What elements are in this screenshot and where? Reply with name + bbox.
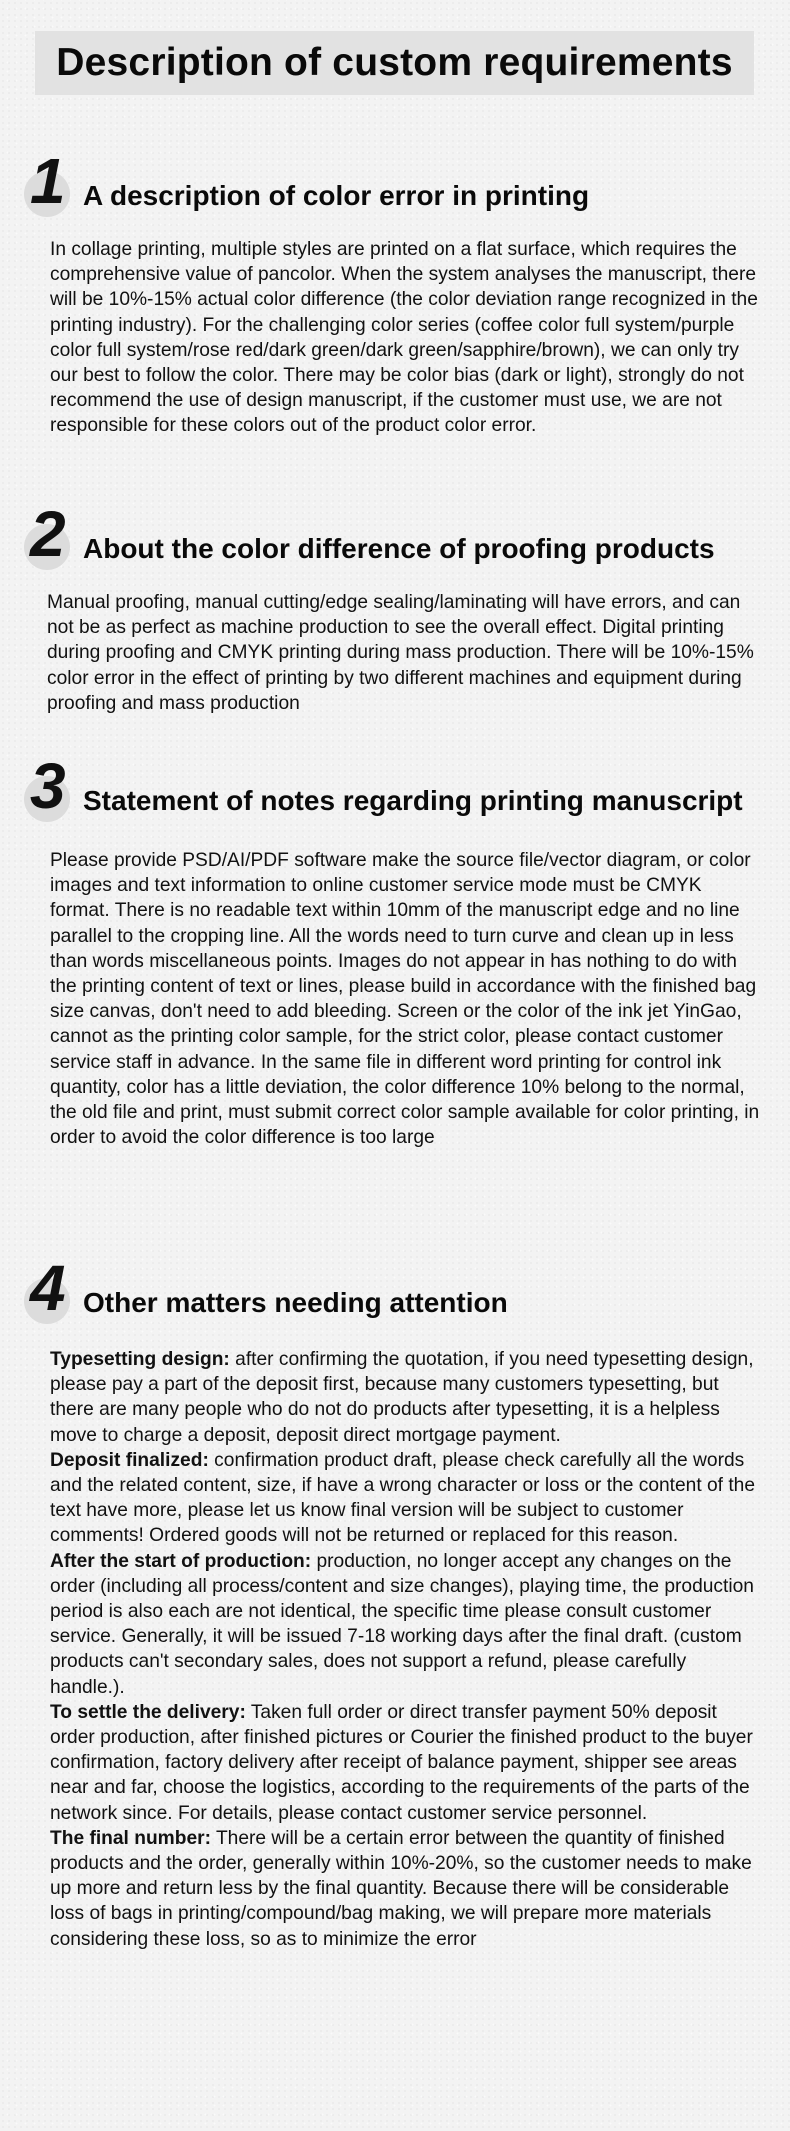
list-item [50, 1448, 760, 1549]
item-text: production, no longer accept any changes on the order (including all process/content and size changes), playing time, the production period is also each are not identical, the specific time please consult customer service. Generally, it will be issued 7-18 working days after the final draft. (custom products can't secondary sales, does not support a refund, please carefully handle.). [50, 1550, 754, 1698]
section-header [0, 750, 790, 830]
section-number-badge [20, 145, 76, 221]
section-heading: About the color difference of proofing products [83, 533, 715, 564]
section-number: 3 [30, 750, 66, 822]
item-text: There will be a certain error between the quantity of finished products and the order, generally within 10%-20%, so the customer needs to make up more and return less by the final quantity. Because there will be considerable loss of bags in printing/compound/bag making, we will prepare more materials considering these loss, so as to minimize the error [50, 1827, 752, 1950]
item-label: Typesetting design: [50, 1349, 230, 1370]
list-item [50, 1826, 760, 1952]
item-text: after confirming the quotation, if you need typesetting design, please pay a part of the deposit first, because many customers typesetting, but there are many people who do not do products after typesetting, it is a helpless move to charge a deposit, deposit direct mortgage payment. [50, 1349, 754, 1446]
section-number: 2 [30, 498, 66, 570]
list-item [50, 1700, 760, 1826]
section-number: 1 [30, 145, 66, 217]
item-text: Taken full order or direct transfer payment 50% deposit order production, after finished pictures or Courier the finished product to the buyer confirmation, factory delivery after receipt of balance payment, shipper see areas near and far, choose the logistics, according to the requirements of the parts of the network since. For details, please contact customer service personnel. [50, 1701, 753, 1824]
section-body: In collage printing, multiple styles are printed on a flat surface, which requires the comprehensive value of pancolor. When the system analyses the manuscript, there will be 10%-15% actual color difference (the color deviation range recognized in the printing industry). For the challenging color series (coffee color full system/purple color full system/rose red/dark green/dark green/sapphire/brown), we can only try our best to follow the color. There may be color bias (dark or light), strongly do not recommend the use of design manuscript, if the customer must use, we are not responsible for these colors out of the product color error. [50, 239, 758, 437]
section-heading: Other matters needing attention [83, 1287, 508, 1318]
list-item [50, 1347, 760, 1448]
list-item [50, 1549, 760, 1700]
section-body [50, 1347, 760, 1952]
page-title: Description of custom requirements [56, 41, 733, 84]
section-number-badge [20, 498, 76, 574]
section-heading: Statement of notes regarding printing manuscript [83, 785, 743, 816]
section-number: 4 [30, 1252, 66, 1324]
section-body: Please provide PSD/AI/PDF software make the source file/vector diagram, or color images and text information to online customer service mode must be CMYK format. There is no readable text within 10mm of the manuscript edge and no line parallel to the cropping line. All the words need to turn curve and clean up in less than words miscellaneous points. Images do not appear in has nothing to do with the printing content of text or lines, please build in accordance with the finished bag size canvas, don't need to add bleeding. Screen or the color of the ink jet YinGao, cannot as the printing color sample, for the strict color, please contact customer service staff in advance. In the same file in different word printing for control ink quantity, color has a little deviation, the color difference 10% belong to the normal, the old file and print, must submit correct color sample available for color printing, in order to avoid the color difference is too large [50, 850, 760, 1149]
section-heading: A description of color error in printing [83, 180, 590, 211]
section-body: Manual proofing, manual cutting/edge sealing/laminating will have errors, and can not be as perfect as machine production to see the overall effect. Digital printing during proofing and CMYK printing during mass production. There will be 10%-15% color error in the effect of printing by two different machines and equipment during proofing and mass production [47, 592, 754, 714]
item-text: confirmation product draft, please check carefully all the words and the related content, size, if have a wrong character or loss or the content of the text have more, please let us know final version will be subject to customer comments! Ordered goods will not be returned or replaced for this reason. [50, 1449, 756, 1547]
section-header [0, 145, 790, 225]
item-label: Deposit finalized: [50, 1449, 209, 1471]
item-label: To settle the delivery: [50, 1701, 246, 1723]
section-number-badge [20, 1252, 76, 1328]
section-number-badge [20, 750, 76, 826]
item-label: The final number: [50, 1827, 211, 1849]
item-label: After the start of production: [50, 1550, 312, 1572]
section-header [0, 1252, 790, 1332]
section-header [0, 498, 790, 578]
page-title-bar [35, 31, 754, 95]
